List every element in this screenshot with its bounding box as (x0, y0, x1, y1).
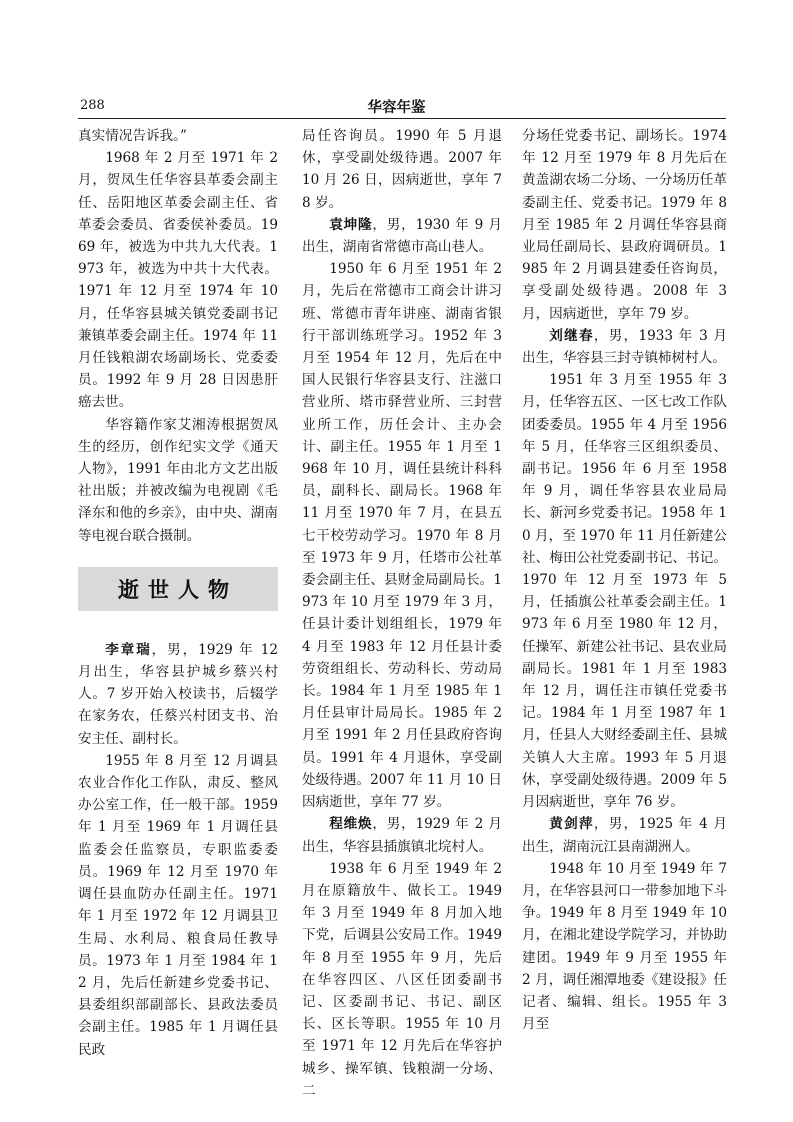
intro-text: ，男，1925 年 4 月出生，湖南沅江县南湖洲人。 (522, 816, 727, 855)
page-number: 288 (80, 98, 105, 113)
person-name: 李章瑞 (105, 641, 152, 658)
section-heading-box (78, 567, 278, 611)
paragraph: 1948 年 10 月至 1949 年 7 月，在华容县河口一带参加地下斗争。1949 年 8 月至 1949 年 10 月，在湘北建设学院学习，并协助建团。1949 年 9 月至 1955 年 2 月，调任湘潭地委《建设报》任记者、编辑、组长。1955 年 3 月至 (522, 860, 727, 1033)
paragraph: 华容籍作家艾湘涛根据贺凤生的经历，创作纪实文学《通天人物》，1991 年由北方文艺出版社出版；并被改编为电视剧《毛泽东和他的乡亲》，由中央、湖南等电视台联合摄制。 (78, 416, 278, 544)
column-2 (302, 125, 502, 1102)
intro-text: ，男，1929 年 2 月出生，华容县插旗镇北垸村人。 (302, 816, 502, 855)
paragraph: 1968 年 2 月至 1971 年 2 月，贺凤生任华容县革委会副主任、岳阳地区革委会副主任、省革委会委员、省委侯补委员。1969 年，被选为中共九大代表。1973 年，被选为中共十大代表。1971 年 12 月至 1974 年 10 月，任华容县城关镇党委副书记兼镇革委会副主任。1974 年 11 月任钱粮湖农场副场长、党委委员。1992 年 9 月 28 日因患肝癌去世。 (78, 150, 278, 411)
paragraph: 1951 年 3 月至 1955 年 3 月，任华容五区、一区七改工作队团委委员。1955 年 4 月至 1956 年 5 月，任华容三区组织委员、副书记。1956 年 6 月至 1958 年 9 月，调任华容县农业局局长、新河乡党委书记。1958 年 10 月，至 1970 年 11 月任新建公社、梅田公社党委副书记、书记。1970 年 12 月至 1973 年 5 月，任插旗公社革委会副主任。1973 年 6 月至 1980 年 12 月，任操军、新建公社书记、县农业局副局长。1981 年 1 月至 1983 年 12 月，调任注市镇任党委书记。1984 年 1 月至 1987 年 1 月，任县人大财经委副主任、县城关镇人大主席。1993 年 5 月退休，享受副处级待遇。2009 年 5 月因病逝世，享年 76 岁。 (522, 372, 727, 811)
intro-text: ，男，1930 年 9 月出生，湖南省常德市高山巷人。 (302, 216, 502, 256)
section-heading: 逝世人物 (118, 577, 238, 602)
person-name: 程维焕 (329, 816, 373, 833)
paragraph: 局任咨询员。1990 年 5 月退休，享受副处级待遇。2007 年 10 月 26 日，因病逝世，享年 78 岁。 (302, 128, 502, 211)
running-title: 华容年鉴 (367, 100, 426, 116)
biography-intro (522, 813, 727, 857)
paragraph: 1950 年 6 月至 1951 年 2 月，先后在常德市工商会计讲习班、常德市青年讲座、湖南省银行干部训练班学习。1952 年 3 月至 1954 年 12 月，先后在中国人民银行华容县支行、注滋口营业所、塔市驿营业所、三封营业所工作，历任会计、主办会计、副主任。1955 年 1 月至 1968 年 10 月，调任县统计科科员，副科长、副局长。1968 年 11 月至 1970 年 7 月，在县五七干校劳动学习。1970 年 8 月至 1973 年 9 月，任塔市公社革委会副主任、县财金局副局长。1973 年 10 月至 1979 年 3 月，任县计委计划组组长，1979 年 4 月至 1983 年 12 月任县计委劳资组组长、劳动科长、劳动局长。1984 年 1 月至 1985 年 1 月任县审计局局长。1985 年 2 月至 1991 年 2 月任县政府咨询员。1991 年 4 月退休，享受副处级待遇。2007 年 11 月 10 日因病逝世，享年 77 岁。 (302, 261, 502, 811)
person-name: 袁坤隆 (329, 216, 373, 233)
paragraph: 1955 年 8 月至 12 月调县农业合作化工作队，肃反、整风办公室工作，任一般干部。1959 年 1 月至 1969 年 1 月调任县监委会任监察员，专职监委委员。1969 年 12 月至 1970 年调任县血防办任副主任。1971 年 1 月至 1972 年 12 月调县卫生局、水利局、粮食局任教导员。1973 年 1 月至 1984 年 12 月，先后任新建乡党委书记、县委组织部副部长、县政法委员会副主任。1985 年 1 月调任县民政 (78, 752, 278, 1058)
paragraph: 真实情况告诉我。” (78, 128, 187, 144)
person-name: 黄剑萍 (549, 816, 594, 833)
header-rule (78, 118, 726, 119)
column-3 (522, 125, 727, 1035)
biography-intro (78, 639, 278, 750)
biography-intro (522, 325, 727, 369)
biography-intro (302, 214, 502, 258)
paragraph: 1938 年 6 月至 1949 年 2 月在原籍放牛、做长工。1949 年 3 月至 1949 年 8 月加入地下党，后调县公安局工作。1949 年 8 月至 1955 年 9 月，先后在华容四区、八区任团委副书记、区委副书记、书记、副区长、区长等职。1955 年 10 月至 1971 年 12 月先后在华容护城乡、操军镇、钱粮湖一分场、二 (302, 860, 502, 1099)
paragraph: 分场任党委书记、副场长。1974 年 12 月至 1979 年 8 月先后在黄盖湖农场二分场、一分场历任革委副主任、党委书记。1979 年 8 月至 1985 年 2 月调任华容县商业局任副局长、县政府调研员。1985 年 2 月调县建委任咨询员，享受副处级待遇。2008 年 3 月，因病逝世，享年 79 岁。 (522, 128, 727, 322)
intro-text: ，男，1929 年 12 月出生，华容县护城乡蔡兴村人。7 岁开始入校读书，后辍学在家务农，任蔡兴村团支书、治安主任、副村长。 (78, 641, 278, 747)
person-name: 刘继春 (549, 327, 594, 344)
column-1 (78, 125, 278, 1061)
intro-text: ，男，1933 年 3 月出生，华容县三封寺镇柿树村人。 (522, 327, 727, 367)
biography-intro (302, 813, 502, 857)
